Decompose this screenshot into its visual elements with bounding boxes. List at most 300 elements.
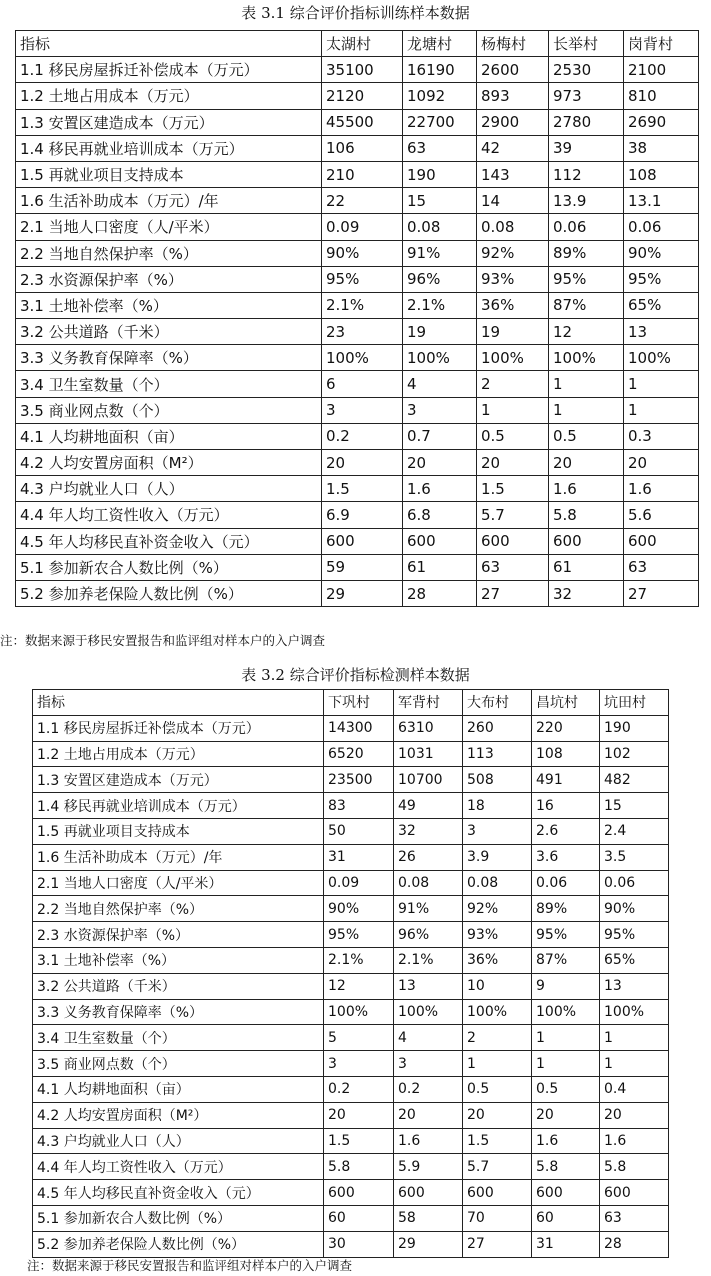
indicator-label: 1.5 再就业项目支持成本 <box>16 161 322 187</box>
value-cell: 49 <box>394 793 463 819</box>
value-cell: 42 <box>477 135 549 161</box>
table-row <box>16 135 699 161</box>
value-cell: 1 <box>624 397 699 423</box>
value-cell: 1 <box>477 397 549 423</box>
indicator-label: 5.1 参加新农合人数比例（%） <box>33 1205 324 1231</box>
value-cell: 95% <box>624 266 699 292</box>
value-cell: 106 <box>322 135 403 161</box>
value-cell: 36% <box>477 292 549 318</box>
table-row <box>33 896 669 922</box>
value-cell: 0.4 <box>600 1076 669 1102</box>
value-cell: 92% <box>477 240 549 266</box>
value-cell: 50 <box>324 818 394 844</box>
value-cell: 3.6 <box>532 844 600 870</box>
indicator-label: 2.1 当地人口密度（人/平米） <box>33 870 324 896</box>
value-cell: 92% <box>463 896 532 922</box>
table-row <box>16 319 699 345</box>
table-row <box>33 870 669 896</box>
value-cell: 3 <box>394 1051 463 1077</box>
table2-body <box>33 690 669 1258</box>
value-cell: 95% <box>549 266 624 292</box>
value-cell: 1.6 <box>549 476 624 502</box>
value-cell: 3 <box>322 397 403 423</box>
table-row <box>16 57 699 83</box>
indicator-label: 2.3 水资源保护率（%） <box>16 266 322 292</box>
value-cell: 973 <box>549 83 624 109</box>
value-cell: 0.2 <box>394 1076 463 1102</box>
value-cell: 23500 <box>324 767 394 793</box>
value-cell: 31 <box>532 1231 600 1257</box>
value-cell: 143 <box>477 161 549 187</box>
table-row <box>16 554 699 580</box>
value-cell: 1 <box>463 1051 532 1077</box>
table-row <box>33 1205 669 1231</box>
indicator-label: 1.5 再就业项目支持成本 <box>33 818 324 844</box>
value-cell: 810 <box>624 83 699 109</box>
value-cell: 5.6 <box>624 502 699 528</box>
value-cell: 20 <box>532 1102 600 1128</box>
indicator-label: 3.5 商业网点数（个） <box>33 1051 324 1077</box>
value-cell: 2900 <box>477 109 549 135</box>
value-cell: 2530 <box>549 57 624 83</box>
value-cell: 1.6 <box>403 476 477 502</box>
indicator-label: 4.5 年人均移民直补资金收入（元） <box>33 1180 324 1206</box>
value-cell: 19 <box>477 319 549 345</box>
header-village: 太湖村 <box>322 31 403 57</box>
table-row <box>16 188 699 214</box>
value-cell: 1.6 <box>394 1128 463 1154</box>
table-row <box>16 423 699 449</box>
value-cell: 2.1% <box>322 292 403 318</box>
value-cell: 20 <box>394 1102 463 1128</box>
value-cell: 0.3 <box>624 423 699 449</box>
value-cell: 39 <box>549 135 624 161</box>
value-cell: 95% <box>324 922 394 948</box>
value-cell: 0.08 <box>403 214 477 240</box>
value-cell: 100% <box>477 345 549 371</box>
value-cell: 14 <box>477 188 549 214</box>
value-cell: 36% <box>463 947 532 973</box>
value-cell: 91% <box>403 240 477 266</box>
value-cell: 100% <box>600 999 669 1025</box>
value-cell: 10 <box>463 973 532 999</box>
value-cell: 27 <box>624 580 699 606</box>
table-row <box>16 240 699 266</box>
header-village: 杨梅村 <box>477 31 549 57</box>
header-village: 岗背村 <box>624 31 699 57</box>
value-cell: 600 <box>549 528 624 554</box>
value-cell: 14300 <box>324 715 394 741</box>
value-cell: 108 <box>624 161 699 187</box>
value-cell: 0.08 <box>463 870 532 896</box>
value-cell: 2.1% <box>324 947 394 973</box>
value-cell: 600 <box>624 528 699 554</box>
value-cell: 29 <box>394 1231 463 1257</box>
table-row <box>16 528 699 554</box>
value-cell: 63 <box>600 1205 669 1231</box>
table-row <box>16 502 699 528</box>
value-cell: 61 <box>549 554 624 580</box>
value-cell: 20 <box>324 1102 394 1128</box>
value-cell: 100% <box>394 999 463 1025</box>
indicator-label: 1.1 移民房屋拆迁补偿成本（万元） <box>16 57 322 83</box>
value-cell: 893 <box>477 83 549 109</box>
value-cell: 3.5 <box>600 844 669 870</box>
table-row <box>16 371 699 397</box>
value-cell: 20 <box>463 1102 532 1128</box>
value-cell: 600 <box>322 528 403 554</box>
value-cell: 16190 <box>403 57 477 83</box>
value-cell: 27 <box>477 580 549 606</box>
value-cell: 91% <box>394 896 463 922</box>
value-cell: 2.1% <box>394 947 463 973</box>
value-cell: 6520 <box>324 741 394 767</box>
header-village: 大布村 <box>463 690 532 716</box>
value-cell: 5 <box>324 1025 394 1051</box>
value-cell: 1 <box>532 1025 600 1051</box>
table2-note: 注：数据来源于移民安置报告和监评组对样本户的入户调查 <box>27 1258 353 1273</box>
value-cell: 1 <box>600 1025 669 1051</box>
table-row <box>33 793 669 819</box>
value-cell: 90% <box>322 240 403 266</box>
value-cell: 1.5 <box>477 476 549 502</box>
value-cell: 0.06 <box>624 214 699 240</box>
indicator-label: 1.3 安置区建造成本（万元） <box>16 109 322 135</box>
table1 <box>15 30 699 607</box>
value-cell: 0.06 <box>549 214 624 240</box>
value-cell: 0.5 <box>549 423 624 449</box>
table-row <box>16 580 699 606</box>
value-cell: 3 <box>324 1051 394 1077</box>
indicator-label: 4.2 人均安置房面积（M²） <box>16 450 322 476</box>
indicator-label: 1.4 移民再就业培训成本（万元） <box>16 135 322 161</box>
indicator-label: 1.6 生活补助成本（万元）/年 <box>33 844 324 870</box>
indicator-label: 4.3 户均就业人口（人） <box>33 1128 324 1154</box>
table-row <box>33 1180 669 1206</box>
value-cell: 190 <box>600 715 669 741</box>
indicator-label: 3.5 商业网点数（个） <box>16 397 322 423</box>
value-cell: 63 <box>624 554 699 580</box>
indicator-label: 4.1 人均耕地面积（亩） <box>16 423 322 449</box>
value-cell: 100% <box>624 345 699 371</box>
value-cell: 5.7 <box>477 502 549 528</box>
value-cell: 0.5 <box>532 1076 600 1102</box>
indicator-label: 4.1 人均耕地面积（亩） <box>33 1076 324 1102</box>
header-village: 下巩村 <box>324 690 394 716</box>
value-cell: 20 <box>477 450 549 476</box>
value-cell: 12 <box>324 973 394 999</box>
value-cell: 32 <box>549 580 624 606</box>
value-cell: 35100 <box>322 57 403 83</box>
indicator-label: 4.5 年人均移民直补资金收入（元） <box>16 528 322 554</box>
value-cell: 28 <box>403 580 477 606</box>
value-cell: 13.1 <box>624 188 699 214</box>
value-cell: 5.8 <box>324 1154 394 1180</box>
header-indicator: 指标 <box>16 31 322 57</box>
indicator-label: 3.4 卫生室数量（个） <box>16 371 322 397</box>
table-row <box>16 83 699 109</box>
value-cell: 102 <box>600 741 669 767</box>
value-cell: 87% <box>549 292 624 318</box>
value-cell: 65% <box>600 947 669 973</box>
value-cell: 5.8 <box>532 1154 600 1180</box>
value-cell: 600 <box>403 528 477 554</box>
value-cell: 0.06 <box>532 870 600 896</box>
indicator-label: 4.2 人均安置房面积（M²） <box>33 1102 324 1128</box>
table-row <box>33 922 669 948</box>
value-cell: 59 <box>322 554 403 580</box>
value-cell: 5.8 <box>600 1154 669 1180</box>
value-cell: 2 <box>477 371 549 397</box>
table-row <box>16 345 699 371</box>
value-cell: 2690 <box>624 109 699 135</box>
table-row <box>33 741 669 767</box>
indicator-label: 2.1 当地人口密度（人/平米） <box>16 214 322 240</box>
value-cell: 0.7 <box>403 423 477 449</box>
value-cell: 90% <box>324 896 394 922</box>
value-cell: 0.5 <box>463 1076 532 1102</box>
value-cell: 3.9 <box>463 844 532 870</box>
value-cell: 600 <box>600 1180 669 1206</box>
value-cell: 6 <box>322 371 403 397</box>
header-indicator: 指标 <box>33 690 324 716</box>
table-row <box>33 973 669 999</box>
value-cell: 93% <box>477 266 549 292</box>
value-cell: 0.2 <box>322 423 403 449</box>
value-cell: 0.09 <box>324 870 394 896</box>
value-cell: 1 <box>600 1051 669 1077</box>
value-cell: 2120 <box>322 83 403 109</box>
value-cell: 83 <box>324 793 394 819</box>
value-cell: 1 <box>549 371 624 397</box>
table-row <box>33 1154 669 1180</box>
value-cell: 20 <box>600 1102 669 1128</box>
value-cell: 0.08 <box>477 214 549 240</box>
value-cell: 38 <box>624 135 699 161</box>
indicator-label: 1.2 土地占用成本（万元） <box>33 741 324 767</box>
value-cell: 1.5 <box>324 1128 394 1154</box>
value-cell: 113 <box>463 741 532 767</box>
value-cell: 2.6 <box>532 818 600 844</box>
value-cell: 600 <box>477 528 549 554</box>
table-row <box>33 715 669 741</box>
value-cell: 0.09 <box>322 214 403 240</box>
value-cell: 100% <box>549 345 624 371</box>
header-village: 龙塘村 <box>403 31 477 57</box>
indicator-label: 3.4 卫生室数量（个） <box>33 1025 324 1051</box>
value-cell: 95% <box>322 266 403 292</box>
table-row <box>16 266 699 292</box>
table-row <box>33 1231 669 1257</box>
value-cell: 32 <box>394 818 463 844</box>
value-cell: 20 <box>624 450 699 476</box>
value-cell: 70 <box>463 1205 532 1231</box>
value-cell: 29 <box>322 580 403 606</box>
value-cell: 10700 <box>394 767 463 793</box>
value-cell: 23 <box>322 319 403 345</box>
indicator-label: 4.3 户均就业人口（人） <box>16 476 322 502</box>
value-cell: 13 <box>394 973 463 999</box>
value-cell: 600 <box>394 1180 463 1206</box>
value-cell: 3 <box>463 818 532 844</box>
value-cell: 30 <box>324 1231 394 1257</box>
value-cell: 1 <box>624 371 699 397</box>
value-cell: 0.5 <box>477 423 549 449</box>
value-cell: 15 <box>403 188 477 214</box>
value-cell: 96% <box>394 922 463 948</box>
value-cell: 45500 <box>322 109 403 135</box>
indicator-label: 3.2 公共道路（千米） <box>33 973 324 999</box>
table-row <box>33 1076 669 1102</box>
indicator-label: 3.2 公共道路（千米） <box>16 319 322 345</box>
value-cell: 90% <box>624 240 699 266</box>
value-cell: 100% <box>403 345 477 371</box>
value-cell: 0.06 <box>600 870 669 896</box>
table2-caption: 表 3.2 综合评价指标检测样本数据 <box>241 666 470 684</box>
value-cell: 1.5 <box>463 1128 532 1154</box>
table1-note: 注：数据来源于移民安置报告和监评组对样本户的入户调查 <box>0 633 326 648</box>
indicator-label: 5.2 参加养老保险人数比例（%） <box>16 580 322 606</box>
value-cell: 190 <box>403 161 477 187</box>
indicator-label: 5.1 参加新农合人数比例（%） <box>16 554 322 580</box>
table1-caption: 表 3.1 综合评价指标训练样本数据 <box>241 4 470 22</box>
value-cell: 65% <box>624 292 699 318</box>
table-row <box>16 397 699 423</box>
value-cell: 2600 <box>477 57 549 83</box>
value-cell: 95% <box>600 922 669 948</box>
value-cell: 100% <box>324 999 394 1025</box>
indicator-label: 3.1 土地补偿率（%） <box>33 947 324 973</box>
value-cell: 15 <box>600 793 669 819</box>
table-row <box>16 109 699 135</box>
value-cell: 0.2 <box>324 1076 394 1102</box>
value-cell: 600 <box>532 1180 600 1206</box>
table-row <box>33 947 669 973</box>
value-cell: 63 <box>403 135 477 161</box>
table-row <box>16 161 699 187</box>
table1-header-row <box>16 31 699 57</box>
value-cell: 13 <box>624 319 699 345</box>
table1-body <box>16 31 699 607</box>
table-row <box>16 214 699 240</box>
indicator-label: 2.2 当地自然保护率（%） <box>33 896 324 922</box>
value-cell: 22700 <box>403 109 477 135</box>
value-cell: 87% <box>532 947 600 973</box>
indicator-label: 5.2 参加养老保险人数比例（%） <box>33 1231 324 1257</box>
table-row <box>33 818 669 844</box>
value-cell: 100% <box>322 345 403 371</box>
value-cell: 5.7 <box>463 1154 532 1180</box>
table2-header-row <box>33 690 669 716</box>
table2 <box>32 689 669 1258</box>
value-cell: 220 <box>532 715 600 741</box>
value-cell: 2100 <box>624 57 699 83</box>
value-cell: 60 <box>532 1205 600 1231</box>
value-cell: 1031 <box>394 741 463 767</box>
header-village: 长举村 <box>549 31 624 57</box>
table-row <box>16 292 699 318</box>
value-cell: 4 <box>394 1025 463 1051</box>
value-cell: 100% <box>532 999 600 1025</box>
table-row <box>33 844 669 870</box>
indicator-label: 4.4 年人均工资性收入（万元） <box>33 1154 324 1180</box>
value-cell: 61 <box>403 554 477 580</box>
table-row <box>33 1051 669 1077</box>
value-cell: 93% <box>463 922 532 948</box>
value-cell: 58 <box>394 1205 463 1231</box>
header-village: 军背村 <box>394 690 463 716</box>
value-cell: 27 <box>463 1231 532 1257</box>
indicator-label: 3.3 义务教育保障率（%） <box>16 345 322 371</box>
table-row <box>33 999 669 1025</box>
value-cell: 108 <box>532 741 600 767</box>
value-cell: 22 <box>322 188 403 214</box>
value-cell: 1.5 <box>322 476 403 502</box>
value-cell: 1.6 <box>532 1128 600 1154</box>
value-cell: 6310 <box>394 715 463 741</box>
table-row <box>33 1025 669 1051</box>
value-cell: 491 <box>532 767 600 793</box>
value-cell: 260 <box>463 715 532 741</box>
value-cell: 90% <box>600 896 669 922</box>
table-row <box>33 1102 669 1128</box>
value-cell: 482 <box>600 767 669 793</box>
indicator-label: 3.3 义务教育保障率（%） <box>33 999 324 1025</box>
indicator-label: 1.3 安置区建造成本（万元） <box>33 767 324 793</box>
value-cell: 20 <box>403 450 477 476</box>
table-row <box>33 1128 669 1154</box>
header-village: 昌坑村 <box>532 690 600 716</box>
value-cell: 2.4 <box>600 818 669 844</box>
value-cell: 63 <box>477 554 549 580</box>
value-cell: 6.8 <box>403 502 477 528</box>
indicator-label: 1.6 生活补助成本（万元）/年 <box>16 188 322 214</box>
indicator-label: 1.1 移民房屋拆迁补偿成本（万元） <box>33 715 324 741</box>
table-row <box>33 767 669 793</box>
value-cell: 1 <box>549 397 624 423</box>
value-cell: 100% <box>463 999 532 1025</box>
indicator-label: 1.4 移民再就业培训成本（万元） <box>33 793 324 819</box>
value-cell: 0.08 <box>394 870 463 896</box>
value-cell: 5.9 <box>394 1154 463 1180</box>
value-cell: 210 <box>322 161 403 187</box>
value-cell: 2.1% <box>403 292 477 318</box>
header-village: 坑田村 <box>600 690 669 716</box>
value-cell: 18 <box>463 793 532 819</box>
indicator-label: 4.4 年人均工资性收入（万元） <box>16 502 322 528</box>
value-cell: 600 <box>463 1180 532 1206</box>
value-cell: 13 <box>600 973 669 999</box>
value-cell: 1 <box>532 1051 600 1077</box>
value-cell: 2 <box>463 1025 532 1051</box>
value-cell: 16 <box>532 793 600 819</box>
indicator-label: 2.2 当地自然保护率（%） <box>16 240 322 266</box>
value-cell: 26 <box>394 844 463 870</box>
value-cell: 1092 <box>403 83 477 109</box>
value-cell: 9 <box>532 973 600 999</box>
value-cell: 5.8 <box>549 502 624 528</box>
value-cell: 95% <box>532 922 600 948</box>
value-cell: 4 <box>403 371 477 397</box>
indicator-label: 3.1 土地补偿率（%） <box>16 292 322 318</box>
value-cell: 96% <box>403 266 477 292</box>
indicator-label: 2.3 水资源保护率（%） <box>33 922 324 948</box>
value-cell: 600 <box>324 1180 394 1206</box>
value-cell: 2780 <box>549 109 624 135</box>
value-cell: 20 <box>549 450 624 476</box>
value-cell: 508 <box>463 767 532 793</box>
value-cell: 1.6 <box>600 1128 669 1154</box>
